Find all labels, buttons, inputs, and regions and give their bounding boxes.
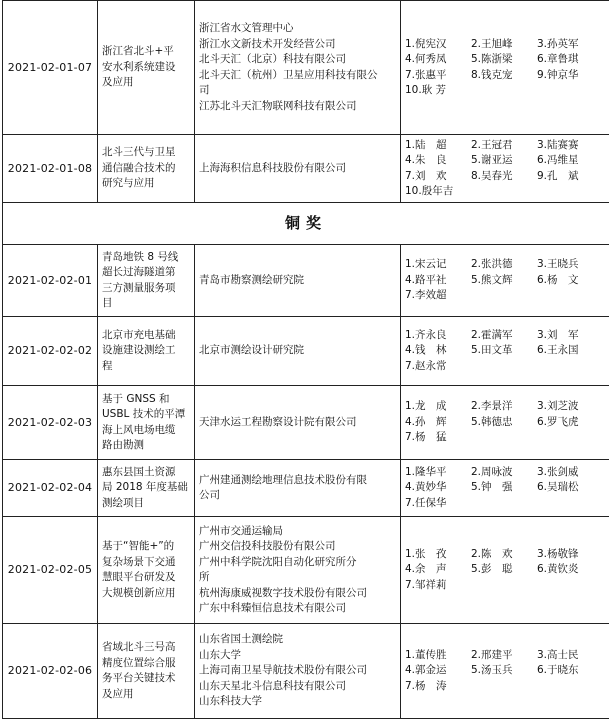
- awards-top-group: [3, 1, 609, 203]
- section-header-row: [3, 203, 609, 245]
- member-name: 7.刘 欢: [405, 169, 471, 185]
- project-name-line: 路由勘测: [102, 438, 190, 454]
- members-grid: [405, 138, 605, 200]
- project-name-line: 设施建设测绘工: [102, 343, 190, 359]
- organizations-cell: [195, 460, 401, 517]
- award-id: 2021-02-02-04: [3, 460, 98, 517]
- project-name-line: 青岛地铁 8 号线: [102, 250, 190, 266]
- members-grid: [405, 328, 605, 375]
- project-name-line: 浙江省北斗+平: [102, 44, 190, 60]
- member-name: 6.于晓东: [537, 663, 603, 679]
- project-name-line: 目: [102, 296, 190, 312]
- awards-table: [2, 0, 609, 719]
- member-name: 8.钱克宠: [471, 68, 537, 84]
- member-name: 3.孙英军: [537, 37, 603, 53]
- project-name-line: 超长过海隧道第: [102, 265, 190, 281]
- organizations-cell: [195, 135, 401, 203]
- members-cell: [401, 624, 609, 719]
- award-id: 2021-02-02-01: [3, 245, 98, 317]
- project-name-cell: [98, 517, 195, 624]
- project-name-cell: [98, 1, 195, 135]
- organization-line: 上海司南卫星导航技术股份有限公司: [199, 663, 396, 679]
- organization-line: 浙江水文新技术开发经营公司: [199, 37, 396, 53]
- members-cell: [401, 1, 609, 135]
- member-name: 6.王永国: [537, 343, 603, 359]
- section-group: [3, 203, 609, 245]
- members-grid: [405, 399, 605, 446]
- organization-line: 上海海积信息科技股份有限公司: [199, 161, 396, 177]
- organization-line: 天津水运工程勘察设计院有限公司: [199, 415, 396, 431]
- members-grid: [405, 37, 605, 99]
- member-name: 6.黄钦炎: [537, 562, 603, 578]
- member-name: 10.殷年吉: [405, 184, 471, 200]
- project-name-line: 北斗三代与卫星: [102, 145, 190, 161]
- members-cell: [401, 135, 609, 203]
- member-name: 7.张惠平: [405, 68, 471, 84]
- organizations-cell: [195, 1, 401, 135]
- member-name: 9.孔 斌: [537, 169, 603, 185]
- project-name-line: USBL 技术的平潭: [102, 407, 190, 423]
- award-row: [3, 386, 609, 460]
- organization-line: 北斗天汇（北京）科技有限公司: [199, 52, 396, 68]
- organization-line: 青岛市勘察测绘研究院: [199, 273, 396, 289]
- member-name: 4.孙 辉: [405, 415, 471, 431]
- organizations-cell: [195, 245, 401, 317]
- member-name: 4.黄妙华: [405, 480, 471, 496]
- member-name: 2.霍满军: [471, 328, 537, 344]
- member-name: 6.杨 文: [537, 273, 603, 289]
- organization-line: 山东大学: [199, 648, 396, 664]
- member-name: 7.赵永常: [405, 359, 471, 375]
- project-name-line: 慧眼平台研发及: [102, 570, 190, 586]
- award-id: 2021-02-01-08: [3, 135, 98, 203]
- project-name-line: 海上风电场电缆: [102, 423, 190, 439]
- organization-line: 浙江省水文管理中心: [199, 21, 396, 37]
- member-name: 1.齐永良: [405, 328, 471, 344]
- member-name: 3.刘芝波: [537, 399, 603, 415]
- member-name: 8.吴春光: [471, 169, 537, 185]
- organization-line: 广东中科臻恒信息技术有限公司: [199, 601, 396, 617]
- member-name: 7.李效超: [405, 288, 471, 304]
- organization-line: 广州交信投科技股份有限公司: [199, 539, 396, 555]
- organization-line: 山东天星北斗信息科技有限公司: [199, 679, 396, 695]
- project-name-line: 及应用: [102, 687, 190, 703]
- project-name-line: 复杂场景下交通: [102, 555, 190, 571]
- project-name-line: 大规模创新应用: [102, 586, 190, 602]
- member-name: 7.杨 涛: [405, 679, 471, 695]
- member-name: 4.何秀凤: [405, 52, 471, 68]
- member-name: 5.钟 强: [471, 480, 537, 496]
- organization-line: 杭州海康威视数字技术股份有限公司: [199, 586, 396, 602]
- award-row: [3, 317, 609, 386]
- members-grid: [405, 257, 605, 304]
- member-name: 3.张剑威: [537, 465, 603, 481]
- project-name-cell: [98, 624, 195, 719]
- award-id: 2021-02-02-05: [3, 517, 98, 624]
- award-id: 2021-02-02-06: [3, 624, 98, 719]
- project-name-line: 局 2018 年度基础: [102, 480, 190, 496]
- members-cell: [401, 386, 609, 460]
- award-row: [3, 245, 609, 317]
- award-id: 2021-02-02-03: [3, 386, 98, 460]
- project-name-cell: [98, 317, 195, 386]
- members-cell: [401, 245, 609, 317]
- member-name: 2.王旭峰: [471, 37, 537, 53]
- member-name: 2.邢建平: [471, 648, 537, 664]
- member-name: 4.路平社: [405, 273, 471, 289]
- member-name: 6.章鲁琪: [537, 52, 603, 68]
- member-name: 7.任保华: [405, 496, 471, 512]
- member-name: 1.宋云记: [405, 257, 471, 273]
- award-row: [3, 624, 609, 719]
- member-name: 7.邹祥莉: [405, 578, 471, 594]
- member-name: 1.龙 成: [405, 399, 471, 415]
- awards-bottom-group: [3, 245, 609, 719]
- member-name: 4.余 声: [405, 562, 471, 578]
- member-name: 2.王冠君: [471, 138, 537, 154]
- project-name-line: 通信融合技术的: [102, 161, 190, 177]
- member-name: 3.高士民: [537, 648, 603, 664]
- project-name-line: 基于 GNSS 和: [102, 392, 190, 408]
- project-name-line: 三方测量服务项: [102, 281, 190, 297]
- member-name: 3.刘 军: [537, 328, 603, 344]
- member-name: 1.倪宪汉: [405, 37, 471, 53]
- organization-line: 广州市交通运输局: [199, 524, 396, 540]
- award-row: [3, 460, 609, 517]
- member-name: 3.杨敬锋: [537, 547, 603, 563]
- member-name: 6.吴瑞松: [537, 480, 603, 496]
- project-name-line: 及应用: [102, 75, 190, 91]
- member-name: 2.陈 欢: [471, 547, 537, 563]
- member-name: 7.杨 猛: [405, 430, 471, 446]
- members-grid: [405, 648, 605, 695]
- member-name: 5.汤玉兵: [471, 663, 537, 679]
- organization-line: 北斗天汇（杭州）卫星应用科技有限公: [199, 68, 396, 84]
- organization-line: 广州建通测绘地理信息技术股份有限: [199, 473, 396, 489]
- member-name: 3.陆赛赛: [537, 138, 603, 154]
- member-name: 5.陈浙梁: [471, 52, 537, 68]
- organization-line: 公司: [199, 488, 396, 504]
- member-name: 10.耿 芳: [405, 83, 471, 99]
- organization-line: 山东科技大学: [199, 694, 396, 710]
- organizations-cell: [195, 317, 401, 386]
- member-name: 4.郭金运: [405, 663, 471, 679]
- project-name-line: 惠东县国土资源: [102, 465, 190, 481]
- award-id: 2021-02-01-07: [3, 1, 98, 135]
- member-name: 2.周咏波: [471, 465, 537, 481]
- project-name-line: 安水利系统建设: [102, 60, 190, 76]
- member-name: 5.彭 聪: [471, 562, 537, 578]
- organization-line: 司: [199, 83, 396, 99]
- member-name: 4.钱 林: [405, 343, 471, 359]
- organization-line: 江苏北斗天汇物联网科技有限公司: [199, 99, 396, 115]
- member-name: 5.谢亚运: [471, 153, 537, 169]
- award-row: [3, 1, 609, 135]
- member-name: 1.陆 超: [405, 138, 471, 154]
- organizations-cell: [195, 386, 401, 460]
- project-name-line: 测绘项目: [102, 496, 190, 512]
- organization-line: 山东省国土测绘院: [199, 632, 396, 648]
- project-name-cell: [98, 386, 195, 460]
- member-name: 5.韩德忠: [471, 415, 537, 431]
- members-cell: [401, 317, 609, 386]
- project-name-line: 精度位置综合服: [102, 656, 190, 672]
- award-row: [3, 135, 609, 203]
- project-name-line: 程: [102, 359, 190, 375]
- project-name-line: 务平台关键技术: [102, 671, 190, 687]
- award-id: 2021-02-02-02: [3, 317, 98, 386]
- project-name-line: 北京市充电基础: [102, 328, 190, 344]
- member-name: 3.王晓兵: [537, 257, 603, 273]
- member-name: 5.熊文辉: [471, 273, 537, 289]
- member-name: 1.隆华平: [405, 465, 471, 481]
- member-name: 1.张 孜: [405, 547, 471, 563]
- organizations-cell: [195, 624, 401, 719]
- award-row: [3, 517, 609, 624]
- project-name-cell: [98, 135, 195, 203]
- members-cell: [401, 517, 609, 624]
- member-name: 4.朱 良: [405, 153, 471, 169]
- member-name: 5.田文革: [471, 343, 537, 359]
- member-name: 1.董传胜: [405, 648, 471, 664]
- project-name-line: 省域北斗三号高: [102, 640, 190, 656]
- member-name: 6.冯维星: [537, 153, 603, 169]
- member-name: 2.张洪德: [471, 257, 537, 273]
- project-name-cell: [98, 460, 195, 517]
- project-name-line: 基于“智能+”的: [102, 539, 190, 555]
- organizations-cell: [195, 517, 401, 624]
- members-cell: [401, 460, 609, 517]
- member-name: 2.李景洋: [471, 399, 537, 415]
- organization-line: 广州中科学院沈阳自动化研究所分: [199, 555, 396, 571]
- organization-line: 北京市测绘设计研究院: [199, 343, 396, 359]
- members-grid: [405, 547, 605, 594]
- member-name: 6.罗飞虎: [537, 415, 603, 431]
- organization-line: 所: [199, 570, 396, 586]
- project-name-cell: [98, 245, 195, 317]
- member-name: 9.钟京华: [537, 68, 603, 84]
- members-grid: [405, 465, 605, 512]
- project-name-line: 研究与应用: [102, 176, 190, 192]
- section-title: 铜奖: [3, 203, 609, 245]
